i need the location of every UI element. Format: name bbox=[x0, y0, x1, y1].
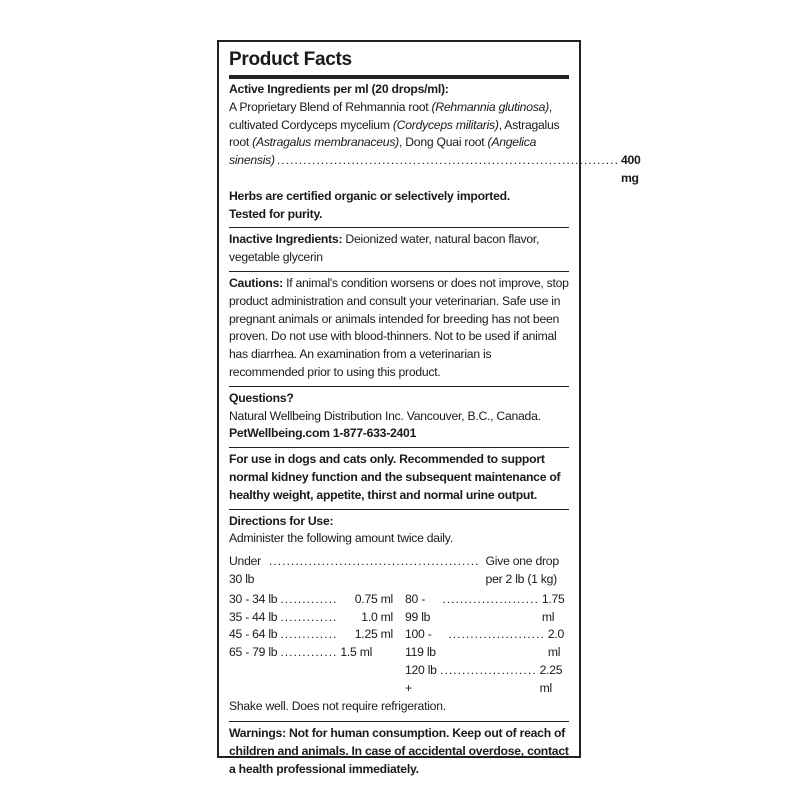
dosage-weight: 100 - 119 lb bbox=[405, 627, 436, 660]
dosage-under-30 bbox=[229, 553, 569, 589]
divider bbox=[229, 447, 569, 448]
active-ingredients-heading: Active Ingredients per ml (20 drops/ml): bbox=[229, 82, 449, 96]
blend-amount-line bbox=[229, 152, 641, 188]
divider bbox=[229, 271, 569, 272]
dot-leader: ............. bbox=[280, 627, 338, 642]
divider bbox=[229, 509, 569, 510]
dosage-row bbox=[405, 591, 569, 627]
dosage-weight: 30 - 34 lb bbox=[229, 591, 278, 606]
dosage-column-left bbox=[229, 591, 393, 698]
divider bbox=[229, 227, 569, 228]
dosage-weight: 45 - 64 lb bbox=[229, 627, 278, 642]
warnings-section bbox=[229, 725, 569, 778]
page-title: Product Facts bbox=[229, 49, 352, 70]
dosage-row bbox=[405, 662, 569, 698]
dot-leader: .............................................................................. bbox=[276, 153, 619, 168]
cautions-text: If animal's condition worsens or does not improve, stop product administration and consult your veterinarian. Safe use in pregnant animals or animals intended for breeding has not been proven. Do not use with blood-thinners. Not to be used if animal has diarrhea. An examination from a veterinarian is recommended prior to using this product. bbox=[229, 275, 569, 379]
dot-leader: ............. bbox=[280, 591, 338, 606]
certified-statement: Herbs are certified organic or selectively imported. bbox=[229, 188, 510, 203]
blend-part: (Angelica bbox=[487, 135, 537, 150]
blend-part: , cultivated Cordyceps mycelium bbox=[229, 99, 553, 132]
dosage-amount: 2.25 ml bbox=[539, 662, 563, 695]
dot-leader: ...................... bbox=[442, 591, 539, 606]
directions-instruction: Administer the following amount twice daily. bbox=[229, 531, 453, 546]
active-ingredients-section bbox=[229, 81, 641, 223]
inactive-ingredients bbox=[229, 231, 569, 267]
dot-leader: ............. bbox=[280, 645, 338, 660]
blend-part: (Astragalus membranaceus) bbox=[252, 135, 399, 150]
cautions-section bbox=[229, 275, 569, 382]
dosage-amount: 1.25 ml bbox=[354, 627, 393, 642]
dot-leader: ...................... bbox=[448, 627, 545, 642]
dosage-column-right bbox=[405, 591, 569, 698]
directions-section bbox=[229, 513, 569, 716]
dot-leader: ...................... bbox=[440, 662, 537, 677]
dosage-weight: 65 - 79 lb bbox=[229, 645, 278, 660]
dosage-amount: 1.5 ml bbox=[340, 645, 373, 660]
warnings-label: Warnings: bbox=[229, 726, 286, 741]
dosage-weight: 35 - 44 lb bbox=[229, 609, 278, 624]
usage-statement: For use in dogs and cats only. Recommended to support normal kidney function and the subsequent maintenance of healthy weight, appetite, thirst and normal urine output. bbox=[229, 452, 561, 502]
dosage-weight: 80 - 99 lb bbox=[405, 591, 431, 624]
blend-part: A Proprietary Blend of Rehmannia root bbox=[229, 99, 432, 114]
directions-heading: Directions for Use: bbox=[229, 513, 334, 528]
dosage-row bbox=[229, 644, 393, 662]
questions-label: Questions? bbox=[229, 390, 294, 405]
blend-part: , Dong Quai root bbox=[398, 135, 488, 150]
dosage-weight: 120 lb + bbox=[405, 662, 437, 695]
inactive-text: Deionized water, natural bacon flavor, vegetable glycerin bbox=[229, 232, 540, 265]
questions-section bbox=[229, 390, 569, 443]
dot-leader: ................................................ bbox=[269, 554, 480, 569]
divider bbox=[229, 721, 569, 722]
dosage-row bbox=[405, 626, 569, 662]
blend-part: (Cordyceps militaris) bbox=[392, 117, 499, 132]
dosage-weight: Under 30 lb bbox=[229, 554, 261, 586]
dosage-amount: 0.75 ml bbox=[354, 591, 393, 606]
dosage-amount: 2.0 ml bbox=[547, 627, 565, 660]
product-facts-panel bbox=[217, 40, 641, 776]
blend-last-word: sinensis) bbox=[229, 153, 275, 168]
dosage-table bbox=[229, 591, 569, 698]
tested-statement: Tested for purity. bbox=[229, 206, 323, 221]
inactive-label: Inactive Ingredients: bbox=[229, 232, 343, 247]
dosage-amount: 1.75 ml bbox=[541, 591, 565, 624]
dosage-row bbox=[229, 609, 393, 627]
blend-part: , Astragalus root bbox=[229, 117, 560, 150]
blend-amount: 400 mg bbox=[620, 153, 641, 185]
ingredient-blend bbox=[229, 99, 569, 152]
dosage-amount: 1.0 ml bbox=[361, 609, 393, 624]
divider bbox=[229, 75, 569, 79]
company-info: Natural Wellbeing Distribution Inc. Vancouver, B.C., Canada. bbox=[229, 408, 541, 423]
dosage-row bbox=[229, 591, 393, 609]
blend-part: (Rehmannia glutinosa) bbox=[431, 99, 549, 114]
dosage-row bbox=[229, 626, 393, 644]
warnings-text: Not for human consumption. Keep out of reach of children and animals. In case of accidental overdose, contact a health professional immediately. bbox=[229, 726, 569, 776]
divider bbox=[229, 386, 569, 387]
contact-info: PetWellbeing.com 1-877-633-2401 bbox=[229, 426, 417, 441]
storage-note: Shake well. Does not require refrigeration. bbox=[229, 698, 446, 713]
cautions-label: Cautions: bbox=[229, 275, 283, 290]
dosage-amount: Give one drop per 2 lb (1 kg) bbox=[485, 554, 559, 586]
dot-leader: ............. bbox=[280, 609, 338, 624]
